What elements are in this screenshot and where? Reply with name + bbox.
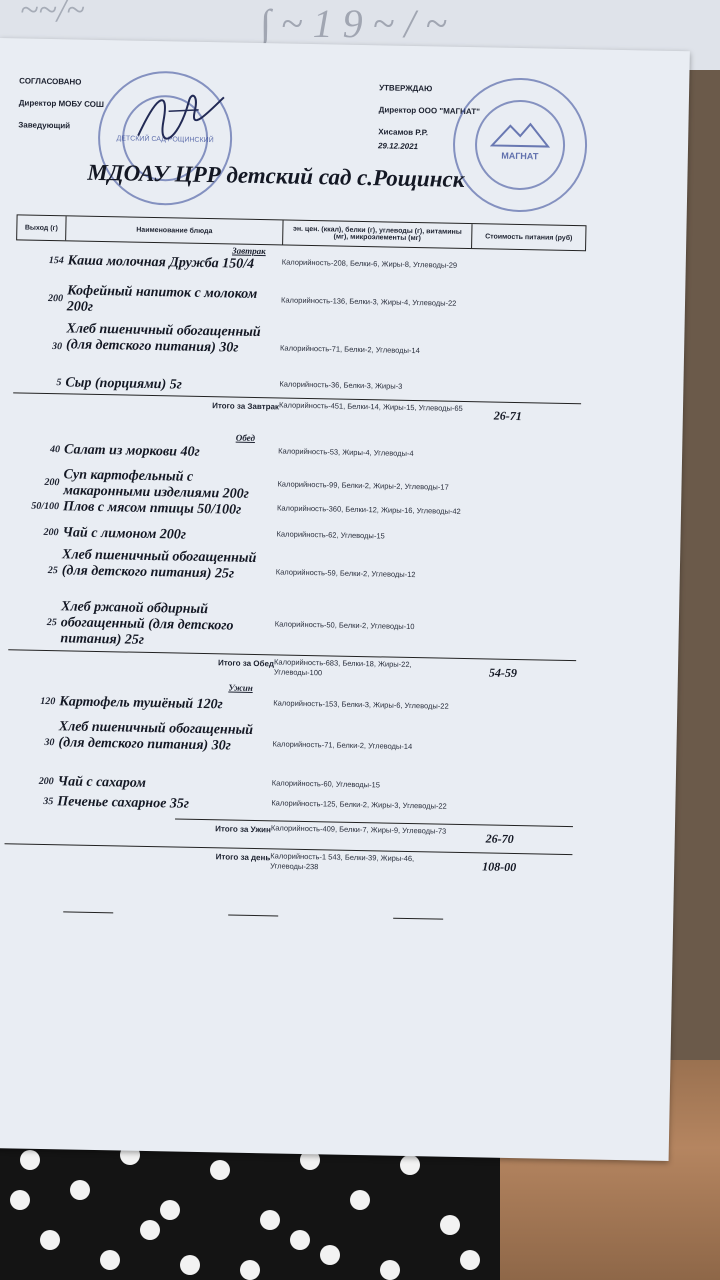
dish-yield: 30 xyxy=(51,341,63,353)
dish-nutrition: Калорийность-36, Белки-3, Жиры-3 xyxy=(279,379,403,391)
col-nutrition: эн. цен. (ккал), белки (г), углеводы (г), витамины (мг), микроэлементы (мг) xyxy=(283,220,472,248)
meal-total-label: Итого за Завтрак xyxy=(212,401,280,412)
dish-name: Печенье сахарное 35г xyxy=(57,794,190,812)
dish-yield: 40 xyxy=(50,444,61,456)
cloth-dot xyxy=(320,1245,340,1265)
cloth-dot xyxy=(20,1150,40,1170)
meal-cost: 26-71 xyxy=(493,408,522,424)
day-total-cost: 108-00 xyxy=(482,859,517,875)
table-row xyxy=(7,693,575,720)
dish-name: Сыр (порциями) 5г xyxy=(65,375,183,393)
dish-name: Картофель тушёный 120г xyxy=(59,694,223,713)
meal-total-nutrition: Калорийность-683, Белки-18, Жиры-22, Углеводы-100 xyxy=(273,657,412,678)
dish-nutrition: Калорийность-360, Белки-12, Жиры-16, Углеводы-42 xyxy=(276,503,461,516)
seal-text: ДЕТСКИЙ САД РОЩИНСКИЙ xyxy=(116,135,214,145)
cloth-dot xyxy=(460,1250,480,1270)
dish-nutrition: Калорийность-208, Белки-6, Жиры-8, Углеводы-29 xyxy=(281,257,458,270)
agreed-label: СОГЛАСОВАНО xyxy=(19,76,82,87)
table-header xyxy=(16,214,586,251)
signature-line xyxy=(393,918,443,920)
meal-heading: Ужин xyxy=(228,682,253,693)
approve-label: УТВЕРЖДАЮ xyxy=(379,83,433,94)
signature-line xyxy=(63,911,113,913)
cloth-dot xyxy=(400,1155,420,1175)
background-handwriting: ~~/~ xyxy=(20,0,85,29)
menu-document xyxy=(0,38,690,1161)
document-title: МДОАУ ЦРР детский сад с.Рощинск xyxy=(87,159,465,192)
dish-yield: 120 xyxy=(40,695,56,708)
approve-name: Хисамов Р.Р. xyxy=(378,127,429,138)
col-yield: Выход (г) xyxy=(17,215,66,240)
cloth-dot xyxy=(160,1200,180,1220)
seal-text: МАГНАТ xyxy=(501,150,539,162)
dish-yield: 5 xyxy=(56,377,62,389)
dish-yield: 50/100 xyxy=(31,500,60,513)
cloth-dot xyxy=(380,1260,400,1280)
col-cost: Стоимость питания (руб) xyxy=(485,232,573,242)
dish-nutrition: Калорийность-60, Углеводы-15 xyxy=(271,778,381,790)
approve-date: 29.12.2021 xyxy=(377,141,419,152)
table-row xyxy=(8,598,577,657)
dish-name: Суп картофельный с макаронными изделиями 200г xyxy=(63,467,250,502)
cloth-dot xyxy=(40,1230,60,1250)
mountain-logo-icon xyxy=(490,119,551,150)
dish-yield: 25 xyxy=(46,617,57,629)
cloth-dot xyxy=(350,1190,370,1210)
dish-nutrition: Калорийность-50, Белки-2, Углеводы-10 xyxy=(274,619,415,632)
meal-cost: 26-70 xyxy=(485,831,514,847)
dish-nutrition: Калорийность-53, Жиры-4, Углеводы-4 xyxy=(278,446,414,459)
signature-line xyxy=(228,915,278,917)
approve-director: Директор ООО "МАГНАТ" xyxy=(378,105,481,117)
dish-name: Чай с лимоном 200г xyxy=(62,525,187,543)
dish-nutrition: Калорийность-125, Белки-2, Жиры-3, Углеводы-22 xyxy=(271,798,447,811)
dish-yield: 200 xyxy=(47,292,64,305)
background-handwriting: ∫ ~ 1 9 ~ / ~ xyxy=(260,1,447,46)
meal-total-nutrition: Калорийность-451, Белки-14, Жиры-15, Углеводы-65 xyxy=(278,400,463,413)
meal-heading: Обед xyxy=(235,432,256,443)
cloth-dot xyxy=(10,1190,30,1210)
cloth-dot xyxy=(210,1160,230,1180)
dish-nutrition: Калорийность-153, Белки-3, Жиры-6, Углеводы-22 xyxy=(273,698,449,711)
meal-total-label: Итого за Обед xyxy=(217,658,275,669)
director-signature xyxy=(128,80,239,152)
cloth-dot xyxy=(290,1230,310,1250)
day-total-label: Итого за день xyxy=(215,852,271,863)
dish-nutrition: Калорийность-71, Белки-2, Углеводы-14 xyxy=(280,343,420,356)
cloth-dot xyxy=(100,1250,120,1270)
dish-name: Чай с сахаром xyxy=(57,774,147,791)
meal-total-nutrition: Калорийность-409, Белки-7, Жиры-9, Углеводы-73 xyxy=(270,823,447,836)
cloth-dot xyxy=(240,1260,260,1280)
dish-name: Кофейный напиток с молоком 200г xyxy=(66,283,258,315)
dish-name: Хлеб пшеничный обогащенный (для детского питания) 30г xyxy=(58,719,254,754)
cloth-dot xyxy=(180,1255,200,1275)
dish-nutrition: Калорийность-71, Белки-2, Углеводы-14 xyxy=(272,739,413,752)
meal-cost: 54-59 xyxy=(488,665,518,681)
dish-nutrition: Калорийность-62, Углеводы-15 xyxy=(276,529,385,541)
dish-yield: 30 xyxy=(44,736,55,749)
dish-yield: 25 xyxy=(47,565,58,577)
dish-name: Хлеб пшеничный обогащенный (для детского питания) 30г xyxy=(65,321,261,356)
dish-nutrition: Калорийность-99, Белки-2, Жиры-2, Углеводы-17 xyxy=(277,479,449,492)
table-row xyxy=(12,441,580,468)
dish-yield: 35 xyxy=(43,795,54,808)
dish-yield: 200 xyxy=(38,775,54,788)
manager-label: Заведующий xyxy=(18,120,71,131)
cloth-dot xyxy=(140,1220,160,1240)
table-row xyxy=(9,546,578,605)
dish-name: Салат из моркови 40г xyxy=(63,442,200,460)
day-total-nutrition: Калорийность-1 543, Белки-39, Жиры-46, Углеводы-238 xyxy=(270,851,415,872)
agreed-director: Директор МОБУ СОШ xyxy=(18,98,105,110)
dish-name: Плов с мясом птицы 50/100г xyxy=(62,499,242,518)
table-row xyxy=(16,252,584,279)
dish-nutrition: Калорийность-59, Белки-2, Углеводы-12 xyxy=(275,567,416,580)
meal-heading: Завтрак xyxy=(232,245,266,257)
table-row xyxy=(6,718,575,777)
cloth-dot xyxy=(260,1210,280,1230)
dish-name: Хлеб пшеничный обогащенный (для детского питания) 25г xyxy=(61,547,257,582)
cloth-dot xyxy=(70,1180,90,1200)
dish-name: Каша молочная Дружба 150/4 xyxy=(67,253,255,272)
table-row xyxy=(14,320,583,383)
meal-total-label: Итого за Ужин xyxy=(215,824,271,835)
dish-nutrition: Калорийность-136, Белки-3, Жиры-4, Углеводы-22 xyxy=(280,295,457,308)
dish-yield: 154 xyxy=(48,254,64,267)
dish-name: Хлеб ржаной обдирный обогащенный (для детского питания) 25г xyxy=(60,599,234,648)
table-row xyxy=(15,282,584,325)
dish-yield: 200 xyxy=(44,476,60,489)
col-name: Наименование блюда xyxy=(66,216,283,244)
company-seal xyxy=(452,77,589,214)
cloth-dot xyxy=(440,1215,460,1235)
dish-yield: 200 xyxy=(43,526,59,539)
